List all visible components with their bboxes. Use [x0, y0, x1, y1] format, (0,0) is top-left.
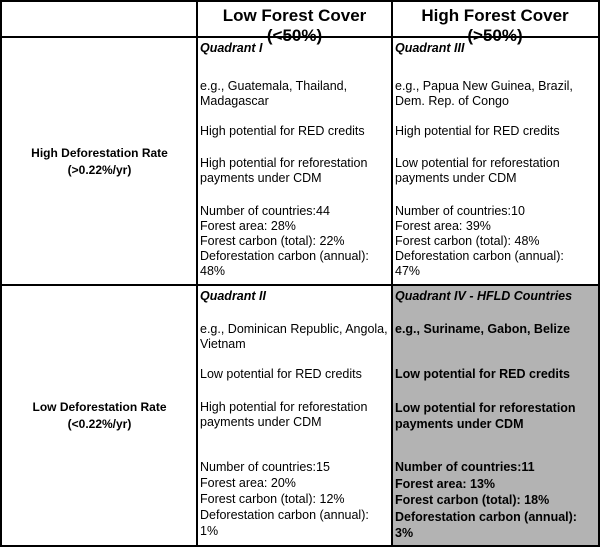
row-header-high-deforestation: [2, 38, 197, 285]
quadrant-2-reforestation-line: payments under CDM: [200, 415, 322, 429]
quadrant-1-red-potential: High potential for RED credits: [200, 124, 365, 138]
row-header-low-deforestation: [2, 286, 197, 545]
quadrant-2-cell: [197, 286, 392, 545]
quadrant-1-title: Quadrant I: [200, 41, 263, 55]
row-divider: [0, 284, 600, 286]
stat-forest-carbon: Forest carbon (total): 22%: [200, 234, 345, 248]
stat-countries: Number of countries:44: [200, 204, 330, 218]
quadrant-1-examples-line: e.g., Guatemala, Thailand,: [200, 79, 348, 93]
quadrant-4-reforestation-line: payments under CDM: [395, 417, 524, 431]
quadrant-3-reforestation-line: payments under CDM: [395, 171, 517, 185]
quadrant-1-stats: [200, 204, 389, 279]
quadrant-4-examples: [395, 322, 595, 337]
quadrant-3-cell: [392, 38, 598, 285]
row-header-low-deforestation-line1: Low Deforestation Rate: [32, 399, 167, 414]
stat-forest-area: Forest area: 28%: [200, 219, 296, 233]
quadrant-3-reforestation: [395, 156, 595, 186]
stat-forest-carbon: Forest carbon (total): 12%: [200, 492, 345, 506]
quadrant-3-reforestation-line: Low potential for reforestation: [395, 156, 560, 170]
stat-deforestation-carbon: Deforestation carbon (annual):: [395, 249, 564, 263]
stat-deforestation-carbon: Deforestation carbon (annual):: [395, 509, 577, 524]
stat-deforestation-carbon-value: 47%: [395, 264, 421, 278]
quadrant-1-reforestation-line: High potential for reforestation: [200, 156, 368, 170]
quadrant-3-red-potential: High potential for RED credits: [395, 124, 560, 138]
stat-countries: Number of countries:15: [200, 460, 330, 474]
stat-deforestation-carbon-value: 3%: [395, 526, 414, 540]
table-border-top: [0, 0, 600, 2]
quadrant-3-title: Quadrant III: [395, 41, 465, 55]
column-divider-2: [391, 0, 393, 547]
quadrant-4-red-potential: Low potential for RED credits: [395, 367, 571, 381]
quadrant-1-cell: [197, 38, 392, 285]
stat-deforestation-carbon-value: 1%: [200, 524, 219, 538]
column-header-high-forest-cover: High Forest Cover: [421, 6, 569, 25]
quadrant-2-title: Quadrant II: [200, 289, 266, 303]
table-border-left: [0, 0, 2, 547]
quadrant-4-reforestation: [395, 400, 595, 432]
quadrant-1-examples-line: Madagascar: [200, 94, 269, 108]
stat-forest-carbon: Forest carbon (total): 48%: [395, 234, 540, 248]
quadrant-2-examples: [200, 322, 389, 352]
quadrant-2-examples-line: Vietnam: [200, 337, 246, 351]
row-header-high-deforestation-line2: (>0.22%/yr): [67, 162, 132, 177]
stat-deforestation-carbon: Deforestation carbon (annual):: [200, 249, 369, 263]
stat-countries: Number of countries:11: [395, 460, 535, 474]
stat-countries: Number of countries:10: [395, 204, 525, 218]
quadrant-3-examples-line: e.g., Papua New Guinea, Brazil,: [395, 79, 573, 93]
quadrant-3-examples-line: Dem. Rep. of Congo: [395, 94, 509, 108]
quadrant-2-examples-line: e.g., Dominican Republic, Angola,: [200, 322, 388, 336]
quadrant-2-reforestation: [200, 400, 389, 430]
quadrant-4-reforestation-line: Low potential for reforestation: [395, 401, 576, 415]
stat-forest-area: Forest area: 13%: [395, 476, 496, 491]
column-divider-1: [196, 0, 198, 547]
quadrant-4-examples-line: e.g., Suriname, Gabon, Belize: [395, 322, 571, 336]
quadrant-2-red-potential: Low potential for RED credits: [200, 367, 362, 381]
row-header-low-deforestation-line2: (<0.22%/yr): [67, 416, 132, 431]
quadrant-4-stats: [395, 459, 595, 542]
stat-forest-carbon: Forest carbon (total): 18%: [395, 493, 550, 507]
quadrant-4-title: Quadrant IV - HFLD Countries: [395, 289, 573, 303]
column-header-low-forest-cover: Low Forest Cover: [222, 6, 367, 25]
stat-forest-area: Forest area: 20%: [200, 476, 296, 490]
header-divider: [0, 36, 600, 38]
quadrant-3-stats: [395, 204, 595, 279]
quadrant-2-stats: [200, 459, 389, 539]
quadrant-3-examples: [395, 79, 595, 109]
quadrant-2-reforestation-line: High potential for reforestation: [200, 400, 368, 414]
stat-forest-area: Forest area: 39%: [395, 219, 491, 233]
stat-deforestation-carbon-value: 48%: [200, 264, 226, 278]
quadrant-4-cell: [392, 286, 598, 545]
quadrant-1-reforestation-line: payments under CDM: [200, 171, 322, 185]
row-header-high-deforestation-line1: High Deforestation Rate: [31, 145, 168, 160]
quadrant-1-examples: [200, 79, 389, 109]
stat-deforestation-carbon: Deforestation carbon (annual):: [200, 508, 369, 522]
quadrant-1-reforestation: [200, 156, 389, 186]
